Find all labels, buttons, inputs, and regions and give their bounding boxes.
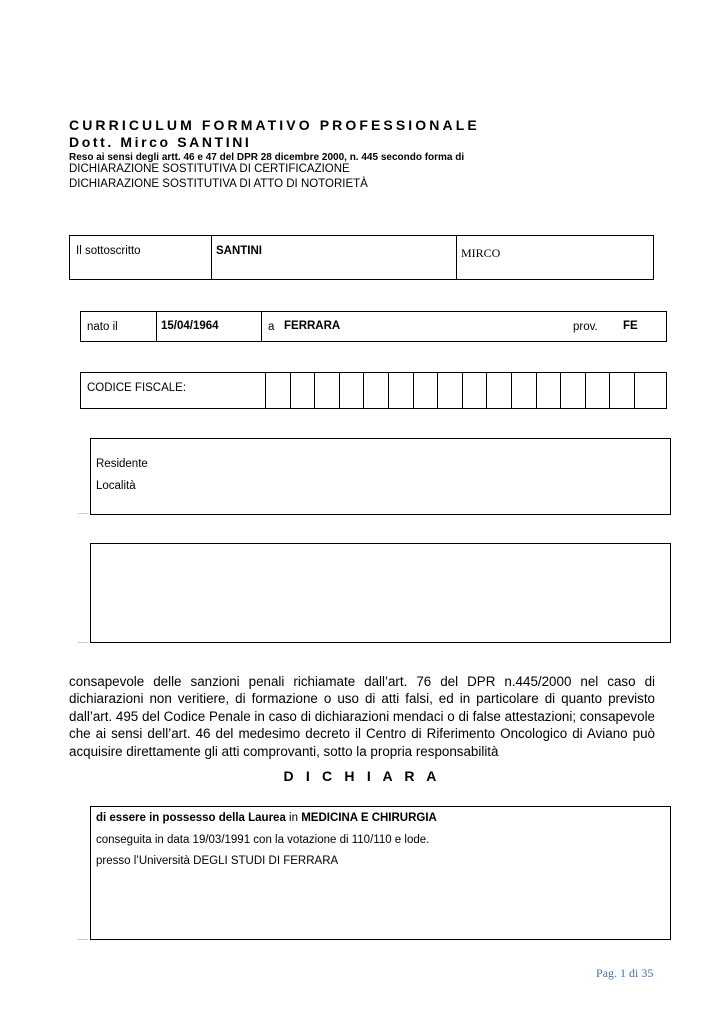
birth-box [80,311,667,342]
tax-code-cell [413,373,438,408]
tax-code-cell [462,373,487,408]
province-label: prov. [573,321,598,333]
name-field: MIRCO [461,246,501,260]
birth-place-field: FERRARA [284,320,341,332]
degree-field: MEDICINA E CHIRURGIA [301,812,437,824]
tax-code-cell [486,373,511,408]
tax-code-cell [290,373,315,408]
locality-label: Località [96,480,136,492]
declaration-type-notoriety: DICHIARAZIONE SOSTITUTIVA DI ATTO DI NOTORIETÀ [69,178,368,190]
degree-achieved: conseguita in data 19/03/1991 con la votazione di 110/110 e lode. [96,834,430,846]
tax-code-cell [609,373,634,408]
tax-code-cell [634,373,659,408]
tax-code-cell [560,373,585,408]
residence-box [90,438,671,515]
document-title: CURRICULUM FORMATIVO PROFESSIONALE [69,117,480,133]
tax-code-label: CODICE FISCALE: [87,382,187,394]
declaration-paragraph: consapevole delle sanzioni penali richiamate dall’art. 76 del DPR n.445/2000 nel caso di dichiarazioni non veritiere, di formazione o uso di atti falsi, ed in particolare di quanto previsto dall’art. 495 del Codice Penale in caso di dichiarazioni mendaci o di false attestazioni; consapevole che ai sensi dell’art. 46 del medesimo decreto il Centro di Riferimento Oncologico di Aviano può acquisire direttamente gli atti comprovanti, sotto la propria responsabilità [69,674,655,759]
province-field: FE [623,320,638,332]
legal-reference: Reso ai sensi degli artt. 46 e 47 del DPR 28 dicembre 2000, n. 445 secondo forma di [69,152,465,163]
blank-box [90,543,671,643]
tax-code-cell [314,373,339,408]
degree-university: presso l’Università DEGLI STUDI DI FERRARA [96,855,339,867]
declaration-type-certification: DICHIARAZIONE SOSTITUTIVA DI CERTIFICAZIONE [69,163,350,175]
born-label: nato il [87,321,118,333]
identity-label: Il sottoscritto [76,245,141,257]
birth-date-field: 15/04/1964 [161,320,219,332]
tax-code-cell [265,373,290,408]
degree-intro: di essere in possesso della Laurea [96,812,286,824]
degree-line [96,812,437,824]
resident-label: Residente [96,458,148,470]
tax-code-cell [388,373,413,408]
tax-code-cell [339,373,364,408]
document-subtitle: Dott. Mirco SANTINI [69,134,252,150]
tax-code-box [80,372,667,409]
tax-code-cell [437,373,462,408]
tax-code-cell [511,373,536,408]
page-number: Pag. 1 di 35 [596,966,654,980]
surname-field: SANTINI [216,245,262,257]
tax-code-cells [265,373,666,408]
tax-code-cell [585,373,610,408]
degree-box [90,806,671,940]
birth-at-label: a [268,321,275,333]
degree-in-word: in [289,812,298,824]
tax-code-cell [363,373,388,408]
identity-box [69,235,654,280]
tax-code-cell [536,373,561,408]
dichiara-heading: D I C H I A R A [283,768,441,784]
